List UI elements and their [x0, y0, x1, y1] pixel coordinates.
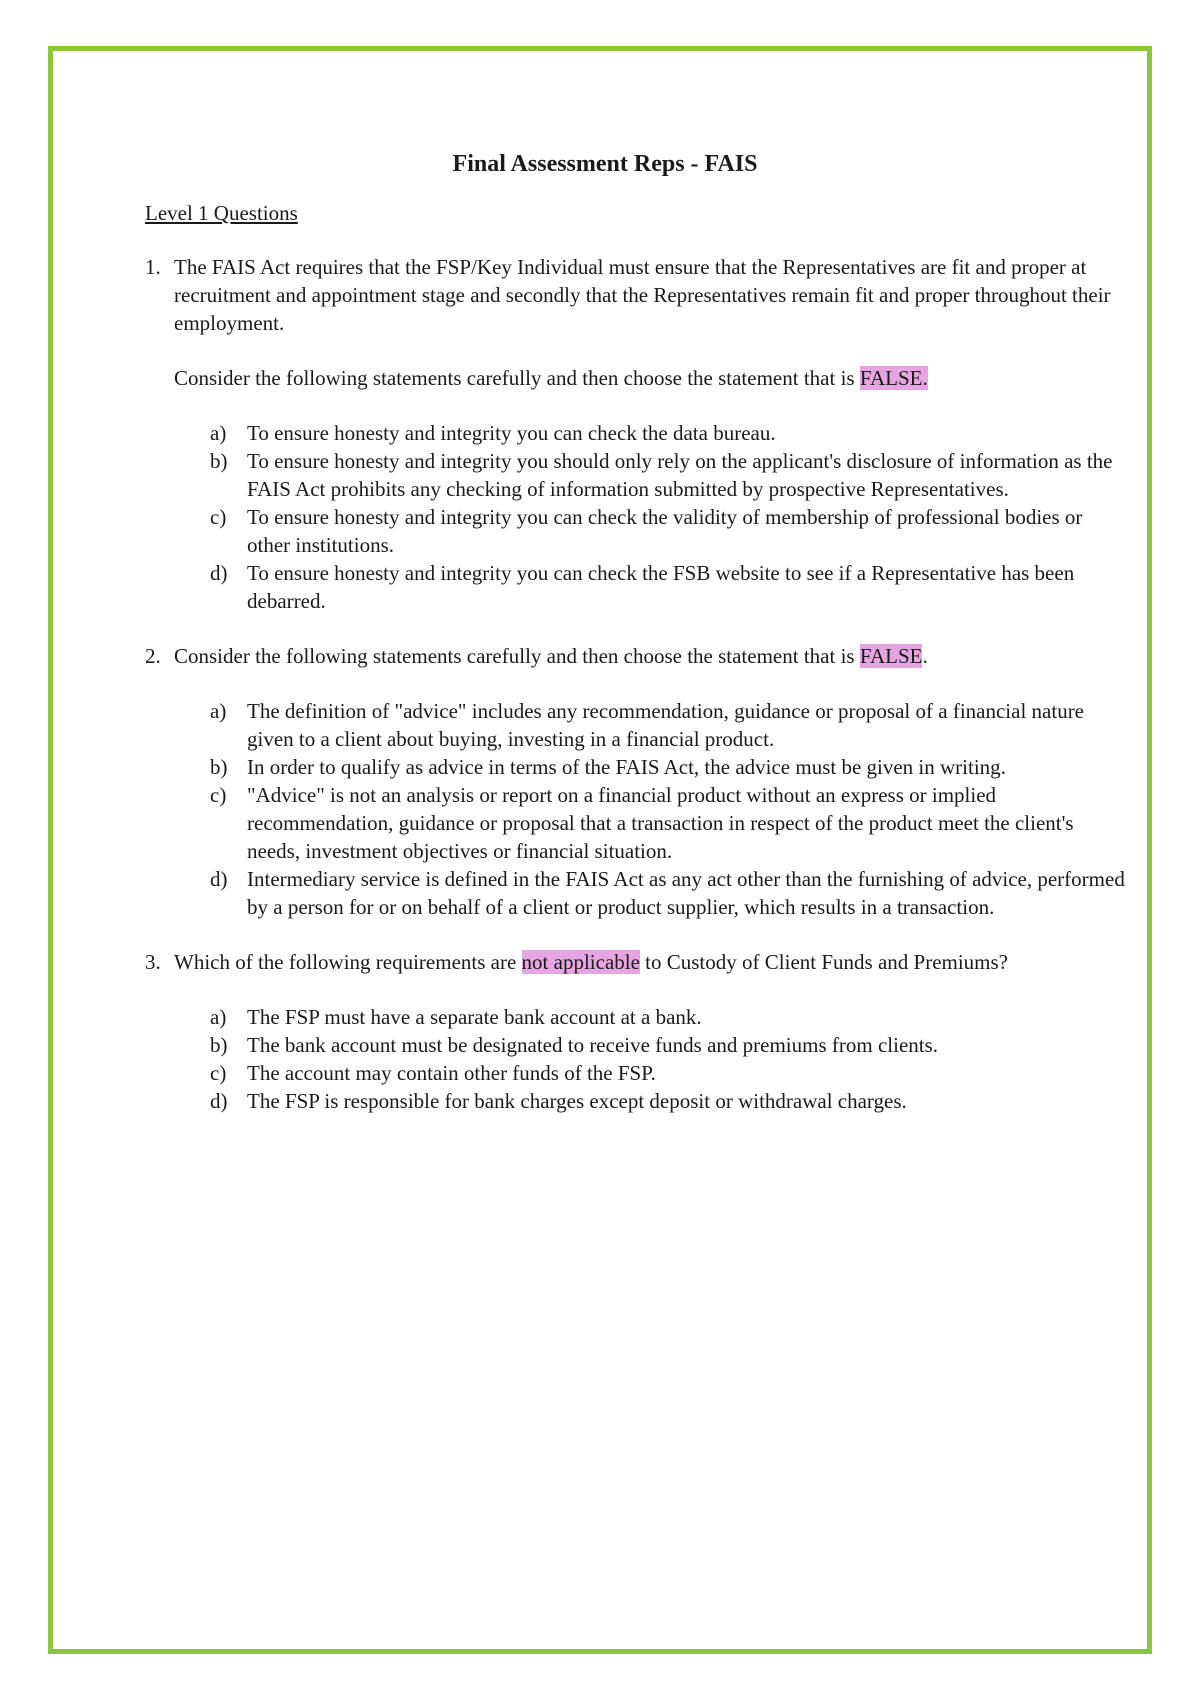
option-letter: a)	[210, 1005, 227, 1029]
option-text: To ensure honesty and integrity you can check the data bureau.	[247, 421, 776, 445]
instruction-text: Consider the following statements carefully and then choose the statement that is	[174, 366, 860, 390]
option-text: "Advice" is not an analysis or report on a financial product without an express or implied recommendation, guidance or proposal that a transaction in respect of the product meet the client's needs, investment objectives or financial situation.	[247, 783, 1074, 863]
option-text: The account may contain other funds of the FSP.	[247, 1061, 656, 1085]
option-text: The FSP is responsible for bank charges except deposit or withdrawal charges.	[247, 1089, 907, 1113]
option-text: To ensure honesty and integrity you can check the FSB website to see if a Representative has been debarred.	[247, 561, 1075, 613]
option-text: The FSP must have a separate bank account at a bank.	[247, 1005, 702, 1029]
question-instruction	[174, 364, 1125, 392]
option-letter: c)	[210, 1061, 227, 1085]
option-letter: c)	[210, 783, 227, 807]
question-text	[174, 642, 1125, 670]
question-text-start: Consider the following statements carefully and then choose the statement that is	[174, 644, 860, 668]
option-d	[174, 865, 1125, 921]
highlighted-text: FALSE.	[859, 366, 928, 390]
option-d	[174, 1087, 1125, 1115]
question-number: 3.	[145, 950, 161, 974]
option-a	[174, 419, 1125, 447]
question-text-end: to Custody of Client Funds and Premiums?	[639, 950, 1009, 974]
option-d	[174, 559, 1125, 615]
option-text: To ensure honesty and integrity you can check the validity of membership of professional bodies or other institutions.	[247, 505, 1083, 557]
option-letter: b)	[210, 1033, 228, 1057]
option-c	[174, 781, 1125, 865]
question-number: 2.	[145, 644, 161, 668]
question-3	[145, 948, 1125, 1115]
option-text: The definition of "advice" includes any recommendation, guidance or proposal of a financial nature given to a client about buying, investing in a financial product.	[247, 699, 1085, 751]
option-text: Intermediary service is defined in the FAIS Act as any act other than the furnishing of advice, performed by a person for or on behalf of a client or product supplier, which results in a transaction.	[247, 867, 1125, 919]
highlighted-text: FALSE	[859, 644, 923, 668]
question-text	[174, 948, 1125, 976]
question-text-end: .	[922, 644, 928, 668]
option-text: In order to qualify as advice in terms of the FAIS Act, the advice must be given in writing.	[247, 755, 1006, 779]
option-letter: b)	[210, 755, 228, 779]
option-letter: d)	[210, 1089, 228, 1113]
document-body	[145, 149, 1125, 1142]
option-letter: d)	[210, 561, 228, 585]
highlighted-text: not applicable	[521, 950, 640, 974]
question-2	[145, 642, 1125, 921]
option-text: To ensure honesty and integrity you should only rely on the applicant's disclosure of information as the FAIS Act prohibits any checking of information submitted by prospective Representatives.	[247, 449, 1113, 501]
option-letter: a)	[210, 699, 227, 723]
section-heading: Level 1 Questions	[145, 201, 298, 225]
option-letter: b)	[210, 449, 228, 473]
document-title: Final Assessment Reps - FAIS	[452, 151, 758, 177]
option-letter: a)	[210, 421, 227, 445]
option-b	[174, 1031, 1125, 1059]
option-c	[174, 1059, 1125, 1087]
question-text: The FAIS Act requires that the FSP/Key Individual must ensure that the Representatives are fit and proper at recruitment and appointment stage and secondly that the Representatives remain fit and proper throughout their employment.	[174, 255, 1111, 335]
option-list	[174, 419, 1125, 615]
question-list	[145, 253, 1125, 1115]
option-letter: d)	[210, 867, 228, 891]
option-list	[174, 1003, 1125, 1115]
option-b	[174, 447, 1125, 503]
question-number: 1.	[145, 255, 161, 279]
option-text: The bank account must be designated to receive funds and premiums from clients.	[247, 1033, 939, 1057]
question-text-start: Which of the following requirements are	[174, 950, 522, 974]
option-list	[174, 697, 1125, 921]
page-border	[48, 46, 1152, 1654]
option-letter: c)	[210, 505, 227, 529]
option-b	[174, 753, 1125, 781]
option-c	[174, 503, 1125, 559]
option-a	[174, 1003, 1125, 1031]
question-1	[145, 253, 1125, 615]
option-a	[174, 697, 1125, 753]
